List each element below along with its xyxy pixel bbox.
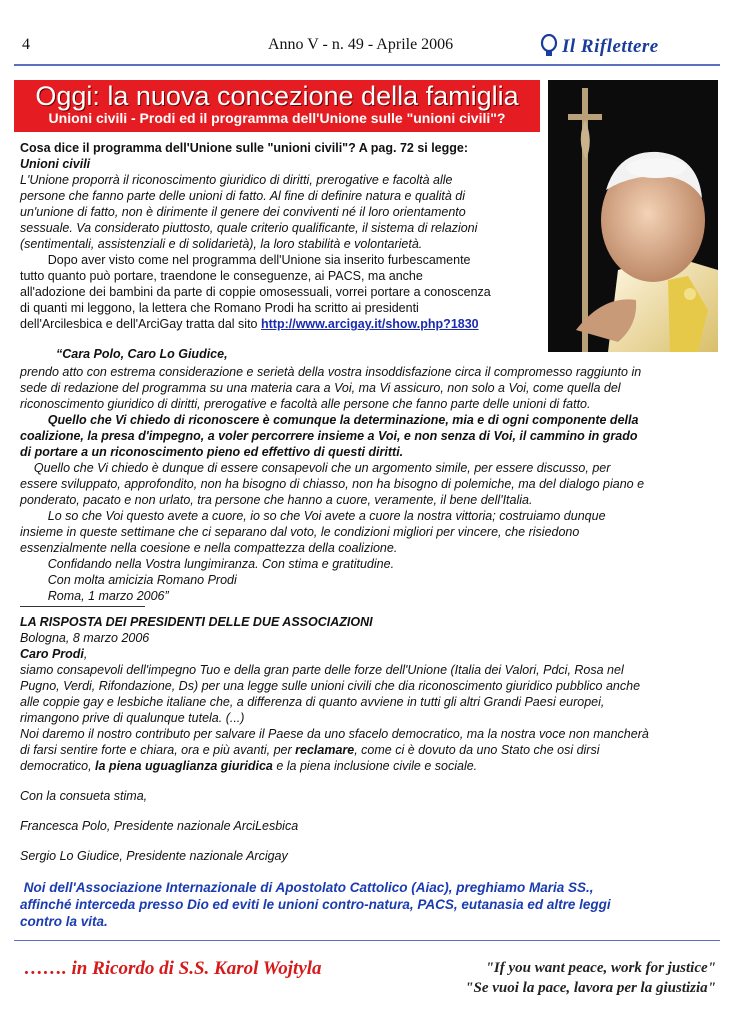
letter-line: Quello che Vi chiedo è dunque di essere consapevoli che un argomento simile, per essere discusso, per: [20, 461, 611, 475]
comment-line-last: [20, 316, 479, 332]
response-line: [20, 742, 600, 758]
letter-bold-line: Quello che Vi chiedo di riconoscere è comunque la determinazione, mia e di ogni componente della: [20, 413, 639, 427]
response-line: siamo consapevoli dell'impegno Tuo e della gran parte delle forze dell'Unione (Italia dei Valori, Pdci, Rosa nel: [20, 663, 624, 677]
bold-run: la piena uguaglianza giuridica: [95, 759, 273, 773]
text-run: , come ci è dovuto da uno Stato che osi dirsi: [354, 743, 600, 757]
letter-line: riconoscimento giuridico di diritti, prerogative e facoltà alle persone che fanno parte delle unioni di fatto.: [20, 397, 591, 411]
letter-line: ponderato, pacato e non urlato, tra persone che hanno a cuore, veramente, il bene dell'Italia.: [20, 493, 533, 507]
program-line: persone che fanno parte delle unioni di fatto. Al fine di definire natura e qualità di: [20, 189, 465, 203]
letter-line: Lo so che Voi questo avete a cuore, io so che Voi avete a cuore la nostra vittoria; costruiamo dunque: [20, 509, 606, 523]
letter-salutation: “Cara Polo, Caro Lo Giudice,: [56, 347, 228, 361]
comment-line: all'adozione dei bambini da parte di coppie omosessuali, vorrei portare a conoscenza: [20, 285, 491, 299]
signature-polo: Francesca Polo, Presidente nazionale ArciLesbica: [20, 819, 299, 833]
footer-rule: [14, 940, 720, 941]
response-line: alle coppie gay e lesbiche italiane che, a differenza di quanto avviene in tutti gli altri Grandi Paesi europei,: [20, 695, 605, 709]
page-number: 4: [22, 36, 30, 53]
publication-logo: [540, 30, 720, 64]
text-run: democratico,: [20, 759, 96, 773]
article-banner: [14, 80, 540, 132]
letter-closing: Confidando nella Vostra lungimiranza. Con stima e gratitudine.: [20, 557, 395, 571]
separator-line: ——————————: [20, 599, 145, 613]
logo-text: Il Riflettere: [562, 36, 659, 57]
letter-line: prendo atto con estrema considerazione e serietà della vostra insoddisfazione circa il compromesso raggiunto in: [20, 365, 642, 379]
comment-line: tutto quanto può portare, traendone le conseguenze, ai PACS, ma anche: [20, 269, 423, 283]
response-heading: LA RISPOSTA DEI PRESIDENTI DELLE DUE ASSOCIAZIONI: [20, 615, 373, 629]
letter-line: sede di redazione del programma su una materia cara a Voi, ma Vi assicuro, non solo a Voi, come quella del: [20, 381, 621, 395]
letter-line: essere sviluppato, approfondito, non ha bisogno di chiasso, non ha bisogno di polemiche, ma del dialogo piano e: [20, 477, 645, 491]
program-line: L'Unione proporrà il riconoscimento giuridico di diritti, prerogative e facoltà alle: [20, 173, 453, 187]
text-run: e la piena inclusione civile e sociale.: [272, 759, 478, 773]
letter-signature: Con molta amicizia Romano Prodi: [20, 573, 237, 587]
letter-bold-line: di portare a un riconoscimento pieno ed effettivo di questi diritti.: [20, 445, 404, 459]
text-run: di farsi sentire forte e chiara, ora e più avanti, per: [20, 743, 296, 757]
program-line: un'unione di fatto, non è dirimente il genere dei conviventi né il loro orientamento: [20, 205, 466, 219]
appeal-line: affinché interceda presso Dio ed eviti le unioni contro-natura, PACS, eutanasia ed altre leggi: [20, 897, 611, 912]
salutation-text: Caro Prodi: [20, 647, 84, 661]
arcigay-link[interactable]: http://www.arcigay.it/show.php?1830: [261, 317, 479, 331]
intro-question: Cosa dice il programma dell'Unione sulle "unioni civili"? A pag. 72 si legge:: [20, 141, 469, 155]
comment-line: di quanti mi leggono, la lettera che Romano Prodi ha scritto ai presidenti: [20, 301, 419, 315]
pope-photo: [548, 80, 718, 352]
comment-prefix: dell'Arcilesbica e dell'ArciGay tratta dal sito: [20, 317, 261, 331]
letter-line: essenzialmente nella coesione e nella compattezza della coalizione.: [20, 541, 398, 555]
response-closing: Con la consueta stima,: [20, 789, 148, 803]
appeal-line: contro la vita.: [20, 914, 108, 929]
response-line: Pugno, Verdi, Rifondazione, Ds) per una legge sulle unioni civili che dia riconoscimento giuridico pubblico anche: [20, 679, 641, 693]
logo-lamp-icon: [540, 34, 560, 58]
header-rule: [14, 64, 720, 66]
quote-english: "If you want peace, work for justice": [485, 960, 716, 976]
bold-run: reclamare: [295, 743, 355, 757]
appeal-line: Noi dell'Associazione Internazionale di Apostolato Cattolico (Aiac), preghiamo Maria SS.,: [20, 880, 594, 895]
quote-italian: "Se vuoi la pace, lavora per la giustizia": [465, 980, 716, 996]
footer-quote: [420, 958, 716, 998]
letter-line: insieme in queste settimane che ci separano dal voto, le condizioni migliori per vincere, che risiedono: [20, 525, 580, 539]
response-line: rimangono prive di qualunque tutela. (...): [20, 711, 245, 725]
program-line: sessuale. Va considerato piuttosto, quale criterio qualificante, il sistema di relazioni: [20, 221, 478, 235]
response-line: [20, 758, 477, 774]
comment-line: Dopo aver visto come nel programma dell'Unione sia inserito furbescamente: [20, 253, 471, 267]
response-salutation: [20, 646, 87, 662]
signature-lo-giudice: Sergio Lo Giudice, Presidente nazionale Arcigay: [20, 849, 288, 863]
salutation-comma: ,: [83, 647, 88, 661]
response-date: Bologna, 8 marzo 2006: [20, 631, 150, 645]
article-title: Oggi: la nuova concezione della famiglia: [35, 81, 519, 111]
intro-heading: Unioni civili: [20, 157, 91, 171]
article-subtitle: Unioni civili - Prodi ed il programma dell'Unione sulle "unioni civili"?: [48, 110, 506, 126]
letter-date: Roma, 1 marzo 2006”: [20, 589, 169, 603]
program-line: (sentimentali, assistenziali e di solidarietà), la loro stabilità e volontarietà.: [20, 237, 423, 251]
footer-memorial: ……. in Ricordo di S.S. Karol Wojtyla: [24, 958, 322, 979]
response-line: Noi daremo il nostro contributo per salvare il Paese da uno sfacelo democratico, ma la nostra voce non mancherà: [20, 727, 649, 741]
issue-info: Anno V - n. 49 - Aprile 2006: [268, 36, 454, 53]
letter-bold-line: coalizione, la presa d'impegno, a voler percorrere insieme a Voi, e non senza di Voi, il cammino in grado: [20, 429, 638, 443]
